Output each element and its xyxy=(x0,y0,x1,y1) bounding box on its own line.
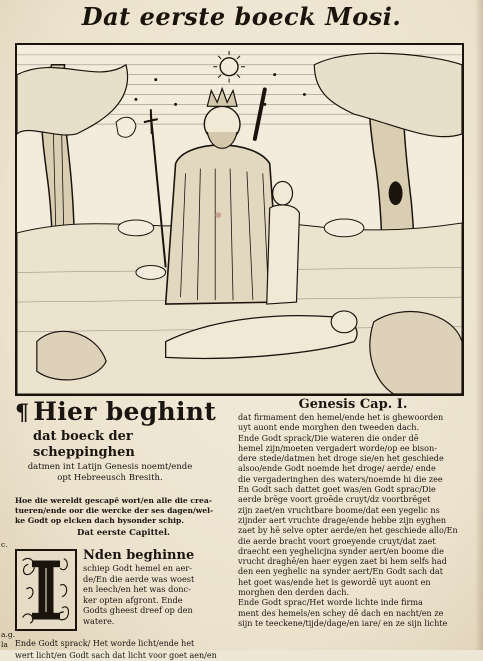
running-header: Genesis Cap. I. xyxy=(298,397,408,412)
summary-line: Hoe die wereldt gescapē wort/en alle die crea- xyxy=(15,496,212,505)
heading-note-2: opt Hebreeusch Bresith. xyxy=(57,473,163,483)
initial-text-line: watere. xyxy=(83,615,115,626)
verse-line: Ende Godt sprack/ Het worde licht/ende het xyxy=(15,639,195,648)
verse-line: wert licht/en Godt sach dat licht voor goet aen/en xyxy=(15,651,217,660)
decorated-initial-i xyxy=(15,549,77,631)
chapter-heading xyxy=(15,398,232,427)
text-line: draecht een yeghelicjna synder aert/en boome die xyxy=(238,545,444,556)
woodcut-illustration xyxy=(15,43,464,396)
margin-note: a.g. xyxy=(1,630,16,639)
right-column xyxy=(238,398,478,628)
text-line: den een yeghelic na synder aert/En Godt sach dat xyxy=(238,566,443,577)
chapter-summary xyxy=(15,496,232,526)
text-line: uyt auont ende morghen den tweeden dach. xyxy=(238,422,420,433)
text-line: ment des hemels/en schey dē dach en nacht/en ze xyxy=(238,607,444,618)
initial-text-first: Nden beghinne xyxy=(83,548,195,563)
summary-line: ke Godt op elcken dach bysonder schip. xyxy=(15,516,185,525)
text-line: die vergaderinghen des waters/noemde hi die zee xyxy=(238,473,443,484)
text-line: zijnder aert vruchte drage/ende hebbe zijn eyghen xyxy=(238,514,447,525)
text-line: En Godt sach dattet goet was/en Godt sprac/Die xyxy=(238,484,436,495)
text-line: Ende Godt sprack/Die wateren die onder dē xyxy=(238,432,419,443)
text-line: Ende Godt sprac/Het worde lichte inde firma xyxy=(238,597,423,608)
heading-subtitle: dat boeck der scheppinghen xyxy=(33,429,135,460)
text-line: dere stede/datmen het droge sie/en het geschiede xyxy=(238,453,444,464)
initial-text-line: Godts gheest dreef op den xyxy=(83,605,193,616)
text-line: dat firmament den hemel/ende het is ghewoorden xyxy=(238,412,444,422)
pilcrow-icon: ¶ xyxy=(15,400,30,426)
left-column xyxy=(15,398,232,661)
initial-text-line: ker opten afgront. Ende xyxy=(83,594,183,605)
text-line: hemel zijn/moeten vergadert worde/op ee bison- xyxy=(238,442,437,453)
text-line: die aerde bracht voort groeyende cruyt/dat zaet xyxy=(238,535,436,546)
opening-paragraph xyxy=(15,549,232,637)
initial-text-line: de/En die aerde was woest xyxy=(83,573,195,584)
text-line: alsoo/ende Godt noemde het droge/ aerde/ ende xyxy=(238,463,436,474)
chapter-label: Dat eerste Capittel. xyxy=(76,528,171,538)
summary-line: tueren/ende oor die wercke der ses dagen/wel- xyxy=(15,506,214,515)
initial-text-line: en leech/en het was donc- xyxy=(83,584,191,595)
text-line: aerde brēge voort groēde cruyt/dz voortbrēget xyxy=(238,494,431,505)
text-line: zaet by hē selve opter aerde/en het geschiede allo/En xyxy=(238,525,458,536)
margin-note: la xyxy=(1,640,8,649)
margin-note: c. xyxy=(1,540,8,549)
text-line: sijn te teeckene/tijde/dage/en iare/ en ze sijn lichte xyxy=(238,617,448,628)
heading-note-1: datmen int Latijn Genesis noemt/ende xyxy=(27,462,193,472)
chapter-heading-text: Hier beghint xyxy=(33,397,217,426)
text-line: zijn zaet/en vruchtbare boome/dat een yegelic ns xyxy=(238,504,440,515)
text-line: morghen den derden dach. xyxy=(238,587,350,598)
initial-text-block xyxy=(83,549,233,627)
page-title: Dat eerste boeck Mosi. xyxy=(81,2,402,31)
text-line: het goet was/ende het is gewordē uyt auont en xyxy=(238,576,431,587)
right-text xyxy=(238,412,478,628)
text-line: vrucht draghē/en haer eygen zaet bi hem selfs had xyxy=(238,556,447,567)
initial-text-line: schiep Godt hemel en aer- xyxy=(83,563,193,573)
page-edge-shadow xyxy=(475,0,483,650)
